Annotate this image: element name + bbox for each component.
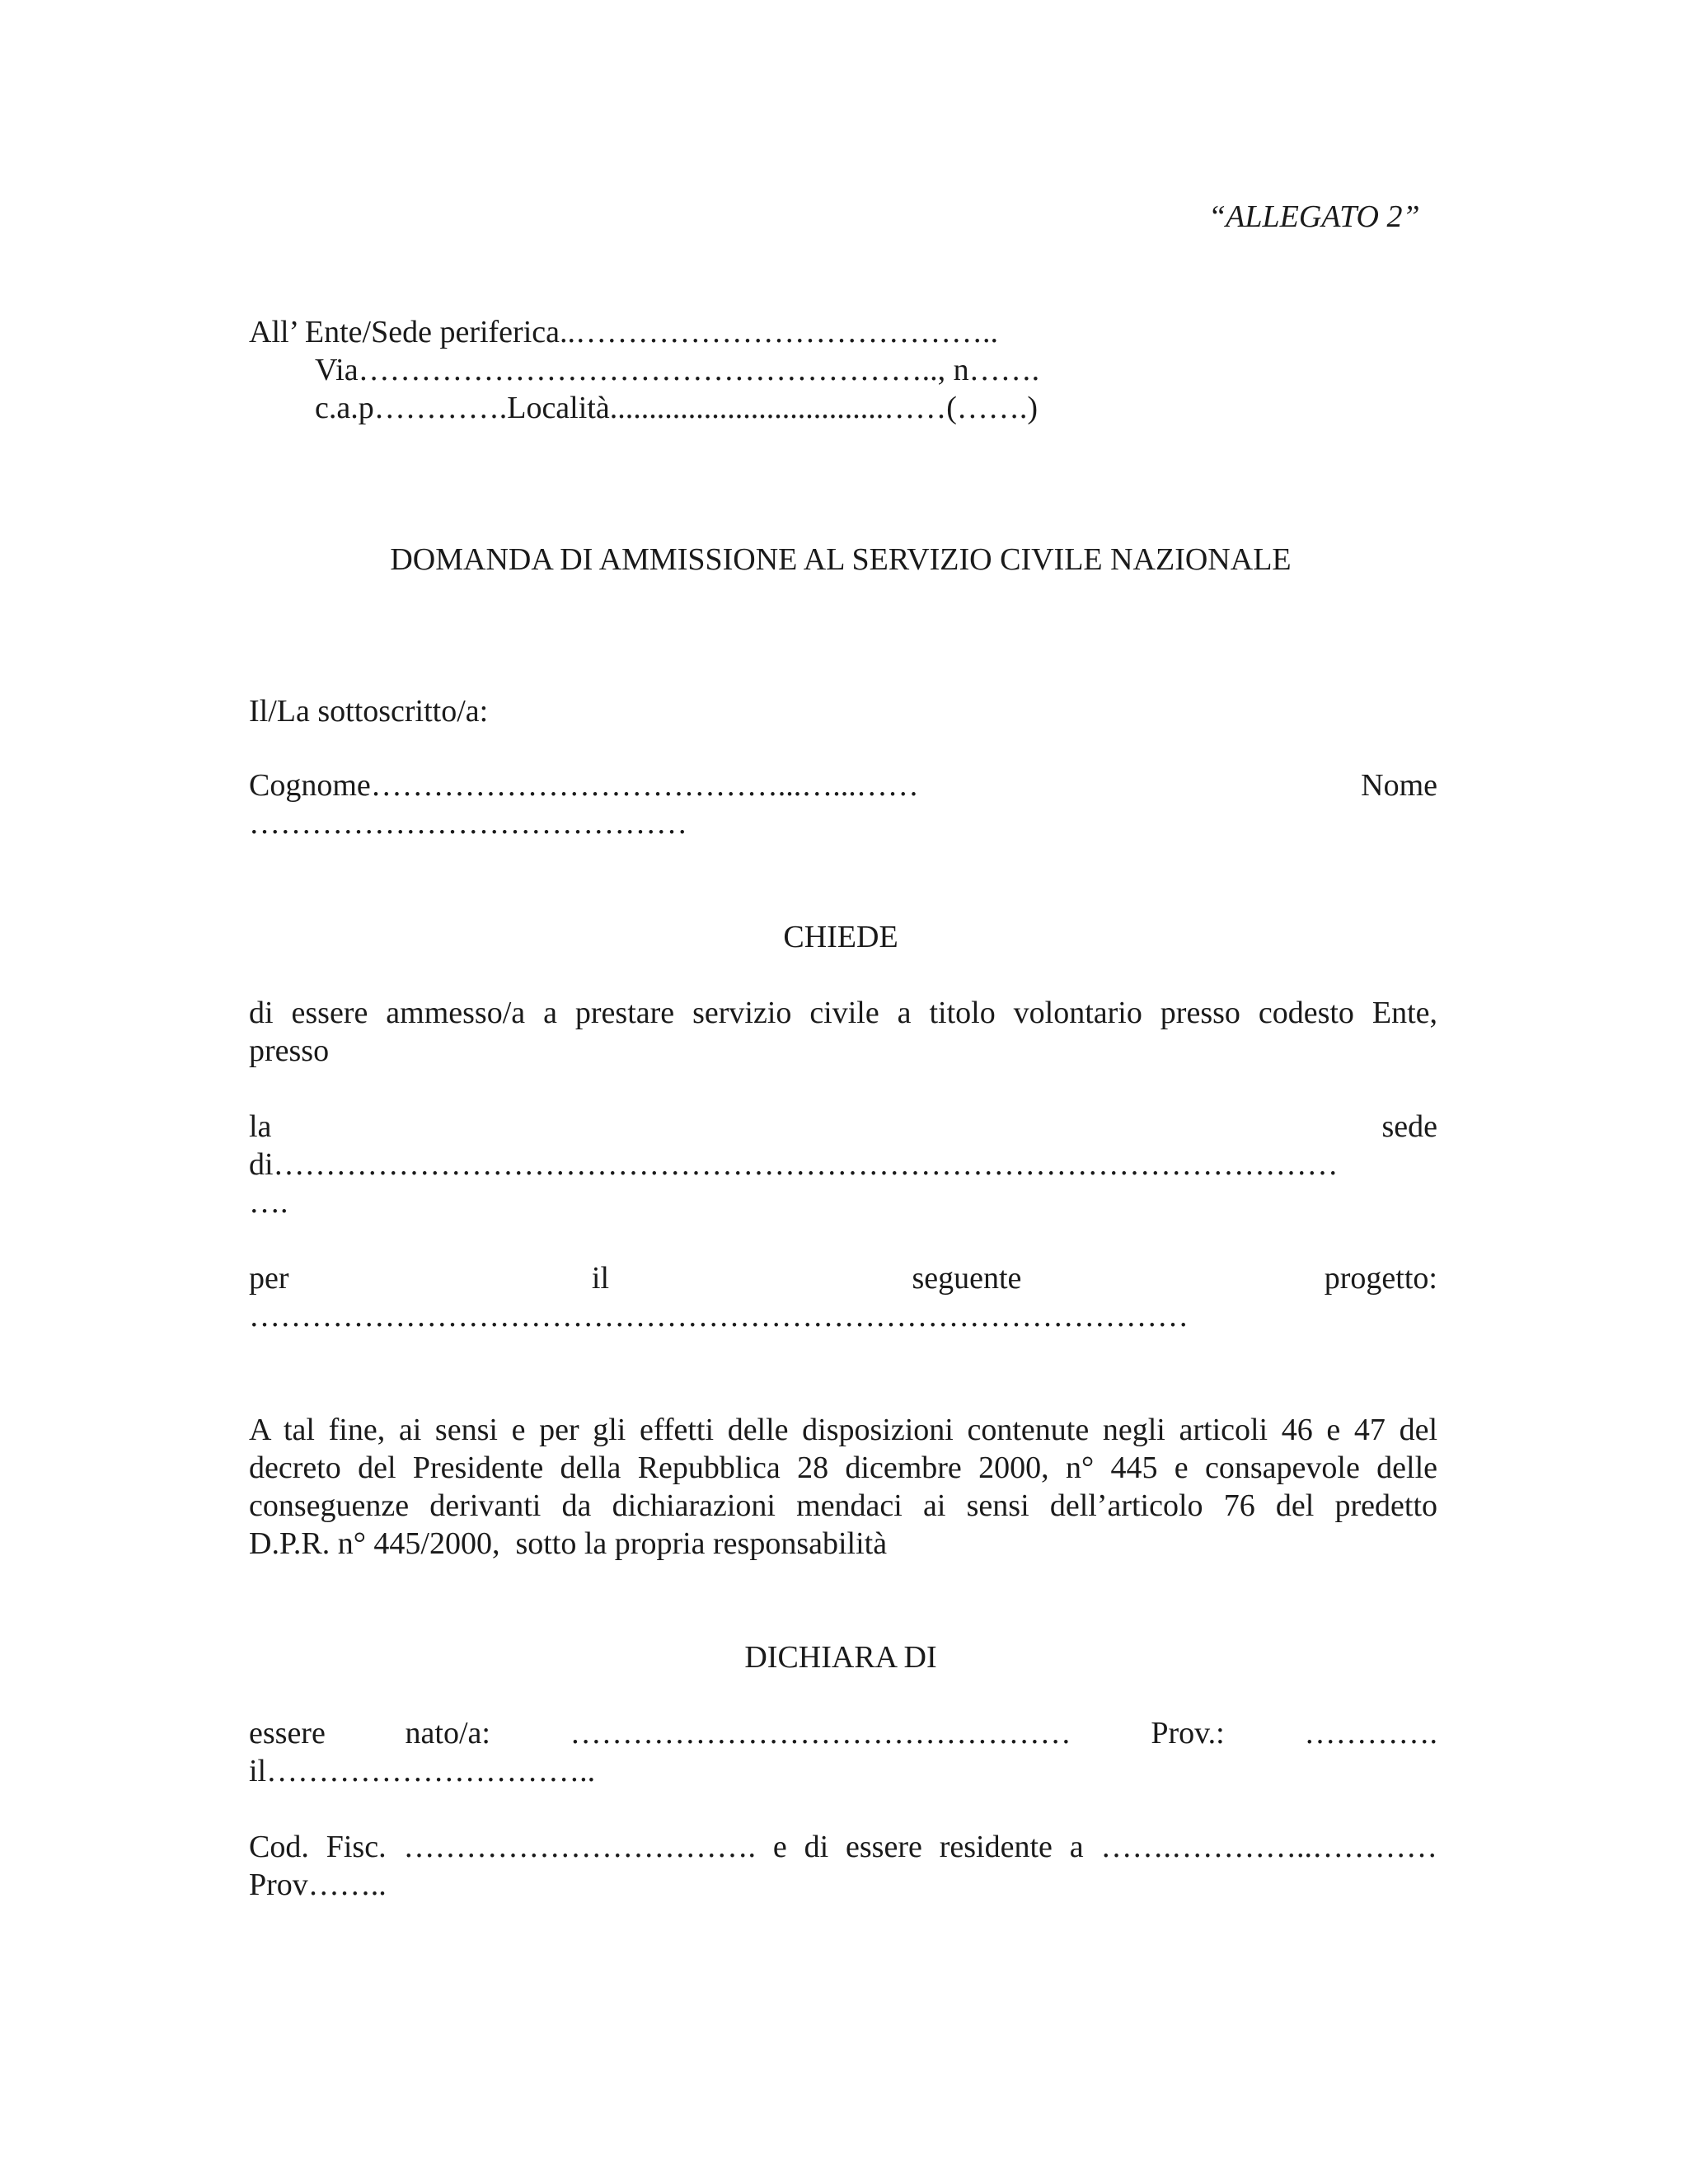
nato-word-essere: essere [249,1716,326,1750]
intro-text: Il/La sottoscritto/a: [249,694,489,729]
prov-field: …………. [1304,1716,1437,1750]
nome-field: …………………………………… [249,806,687,841]
progetto-row [249,1259,1437,1297]
cognome-field: Cognome…………………………………...…...…… [249,768,919,803]
nato-row [249,1714,1437,1752]
nato-word-nato: nato/a: [405,1716,490,1750]
residenza-prov-field: Prov…….. [249,1868,387,1902]
paragraph-line-4: D.P.R. n° 445/2000, sotto la propria responsabilità [249,1526,888,1561]
paragraph-line-3: conseguenze derivanti da dichiarazioni mendaci ai sensi dell’articolo 76 del predetto [249,1488,1437,1523]
address-line-ente: All’ Ente/Sede periferica..………………………………….. [249,315,998,349]
chiede-heading: CHIEDE [783,920,898,954]
paragraph-line-2: decreto del Presidente della Repubblica 28 dicembre 2000, n° 445 e consapevole delle [249,1451,1437,1485]
chiede-line-2: presso [249,1033,330,1068]
paragraph-line-1: A tal fine, ai sensi e per gli effetti delle disposizioni contenute negli articoli 46 e 47 del [249,1413,1437,1447]
codfisc-line: Cod. Fisc. ……………………………. e di essere residente a …….…………..………… [249,1830,1437,1864]
progetto-word-per: per [249,1261,289,1296]
progetto-word-seguente: seguente [912,1261,1022,1296]
nato-field: ………………………………………… [570,1716,1071,1750]
progetto-word-il: il [591,1261,610,1296]
dichiara-heading: DICHIARA DI [744,1640,937,1675]
data-nascita-field: il………………………….. [249,1754,596,1788]
sede-word-la: la [249,1109,272,1144]
name-row [249,766,1437,804]
sede-word-sede: sede [1381,1109,1437,1144]
allegato-label: “ALLEGATO 2” [1208,199,1420,234]
document-title: DOMANDA DI AMMISSIONE AL SERVIZIO CIVILE NAZIONALE [390,542,1292,577]
prov-label: Prov.: [1151,1716,1225,1750]
sede-row [249,1108,1437,1146]
address-line-via: Via……………………………………………….., n……. [315,353,1040,387]
nome-label: Nome [1361,768,1437,803]
sede-field: di………………………………………………………………………………………… [249,1147,1339,1182]
sede-field-continued: …. [249,1185,288,1220]
progetto-field: ……………………………………………………………………………… [249,1299,1189,1333]
chiede-line-1: di essere ammesso/a a prestare servizio civile a titolo volontario presso codesto Ente, [249,996,1437,1030]
progetto-word-progetto: progetto: [1324,1261,1437,1296]
address-line-cap: c.a.p………….Località...................................……(…….) [315,391,1039,425]
